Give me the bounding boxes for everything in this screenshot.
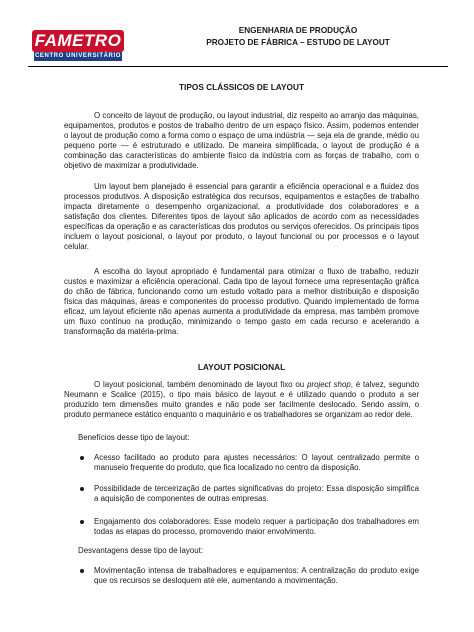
- drawbacks-label: Desvantagens desse tipo de layout:: [78, 546, 204, 555]
- paragraph: A escolha do layout apropriado é fundamental para otimizar o fluxo de trabalho, reduzir custos e maximizar a eficiência operacional. Cada tipo de layout fornece uma representação gráfica do chão de fábrica, funcionando como um estudo voltado para a melhor distribuição e disposição física das máquinas, áreas e componentes do processo produtivo. Quando implementado de forma eficaz, um layout eficiente não apenas aumenta a produtividade da empresa, mas também promove um fluxo contínuo na produção, minimizando o tempo gasto em cada recurso e acelerando a transformação da matéria-prima.: [64, 267, 419, 336]
- benefits-label: Benefícios desse tipo de layout:: [78, 433, 190, 442]
- course-title: ENGENHARIA DE PRODUÇÃO: [238, 26, 358, 35]
- document-header: [28, 22, 448, 67]
- bullet-icon: [80, 456, 84, 460]
- bullet-icon: [80, 520, 84, 524]
- document-page: FAMETRO CENTRO UNIVERSITÁRIO ENGENHARIA DE PRODUÇÃO PROJETO DE FÁBRICA – ESTUDO DE LAYOUT TIPOS CLÁSSICOS DE LAYOUT O conceito de layout de produção, ou layout industrial, diz respeito ao arranjo das máquinas, equipamentos, produtos e postos de trabalho dentro de um espaço físico. Assim, podemos entender o layout de produção como a forma como o espaço de uma indústria — seja ela de grande, médio ou pequeno porte — é estruturado e utilizado. De maneira simplificada, o layout de produção é a combinação das características do ambiente físico da indústria com as forças de trabalho, com o objetivo de maximizar a produtividade. Um layout bem planejado é essencial para garantir a eficiência operacional e a fluidez dos processos produtivos. A disposição estratégica dos recursos, equipamentos e estações de trabalho impacta diretamente o desempenho organizacional, a produtividade dos colaboradores e a satisfação dos clientes. Diferentes tipos de layout são aplicados de acordo com as necessidades específicas da operação e as características dos produtos ou serviços oferecidos. Os principais tipos incluem o layout posicional, o layout por produto, o layout funcional ou por processos e o layout celular. A escolha do layout apropriado é fundamental para otimizar o fluxo de trabalho, reduzir custos e maximizar a eficiência operacional. Cada tipo de layout fornece uma representação gráfica do chão de fábrica, funcionando como um estudo voltado para a melhor distribuição e disposição física das máquinas, áreas e componentes do processo produtivo. Quando implementado de forma eficaz, um layout eficiente não apenas aumenta a produtividade da empresa, mas também promove um fluxo contínuo na produção, minimizando o tempo gasto em cada recurso e acelerando a transformação da matéria-prima. LAYOUT POSICIONAL O layout posicional, também denominado de layout fixo ou project shop, é talvez, segundo Neumann e Scalice (2015), o tipo mais básico de layout e é utilizado quando o produto a ser produzido tem dimensões muito grandes e não pode ser facilmente deslocado. Sendo assim, o produto permanece estático enquanto o maquinário e os trabalhadores se organizam ao redor dele. Benefícios desse tipo de layout: Acesso facilitado ao produto para ajustes necessários: O layout centralizado permite o manuseio frequente do produto, que fica localizado no centro da disposição. Possibilidade de terceirização de partes significativas do projeto: Essa disposição simplifica a aquisição de componentes de outras empresas. Engajamento dos colaboradores: Esse modelo requer a participação dos trabalhadores em todas as etapas do processo, promovendo maior envolvimento. Desvantagens desse tipo de layout: Movimentação intensa de trabalhadores e equipamentos: A centralização do produto exige que os recursos se desloquem até ele, aumentando a movimentação.: [0, 0, 474, 632]
- project-title: PROJETO DE FÁBRICA – ESTUDO DE LAYOUT: [206, 38, 390, 47]
- logo-subtitle: CENTRO UNIVERSITÁRIO: [34, 53, 121, 59]
- logo-wordmark: FAMETRO: [32, 30, 124, 52]
- section-title: LAYOUT POSICIONAL: [197, 362, 286, 372]
- section-title: TIPOS CLÁSSICOS DE LAYOUT: [178, 82, 305, 92]
- fametro-logo: [32, 30, 124, 62]
- header-titles: [168, 25, 428, 49]
- bullet-icon: [80, 487, 84, 491]
- paragraph: O conceito de layout de produção, ou layout industrial, diz respeito ao arranjo das máquinas, equipamentos, produtos e postos de trabalho dentro de um espaço físico. Assim, podemos entender o layout de produção como a forma como o espaço de uma indústria — seja ela de grande, médio ou pequeno porte — é estruturado e utilizado. De maneira simplificada, o layout de produção é a combinação das características do ambiente físico da indústria com as forças de trabalho, com o objetivo de maximizar a produtividade.: [64, 111, 419, 170]
- paragraph: O layout posicional, também denominado de layout fixo ou project shop, é talvez, segundo Neumann e Scalice (2015), o tipo mais básico de layout e é utilizado quando o produto a ser produzido tem dimensões muito grandes e não pode ser facilmente deslocado. Sendo assim, o produto permanece estático enquanto o maquinário e os trabalhadores se organizam ao redor dele.: [64, 380, 419, 419]
- paragraph: Um layout bem planejado é essencial para garantir a eficiência operacional e a fluidez dos processos produtivos. A disposição estratégica dos recursos, equipamentos e estações de trabalho impacta diretamente o desempenho organizacional, a produtividade dos colaboradores e a satisfação dos clientes. Diferentes tipos de layout são aplicados de acordo com as necessidades específicas da operação e as características dos produtos ou serviços oferecidos. Os principais tipos incluem o layout posicional, o layout por produto, o layout funcional ou por processos e o layout celular.: [64, 182, 419, 251]
- bullet-icon: [80, 569, 84, 573]
